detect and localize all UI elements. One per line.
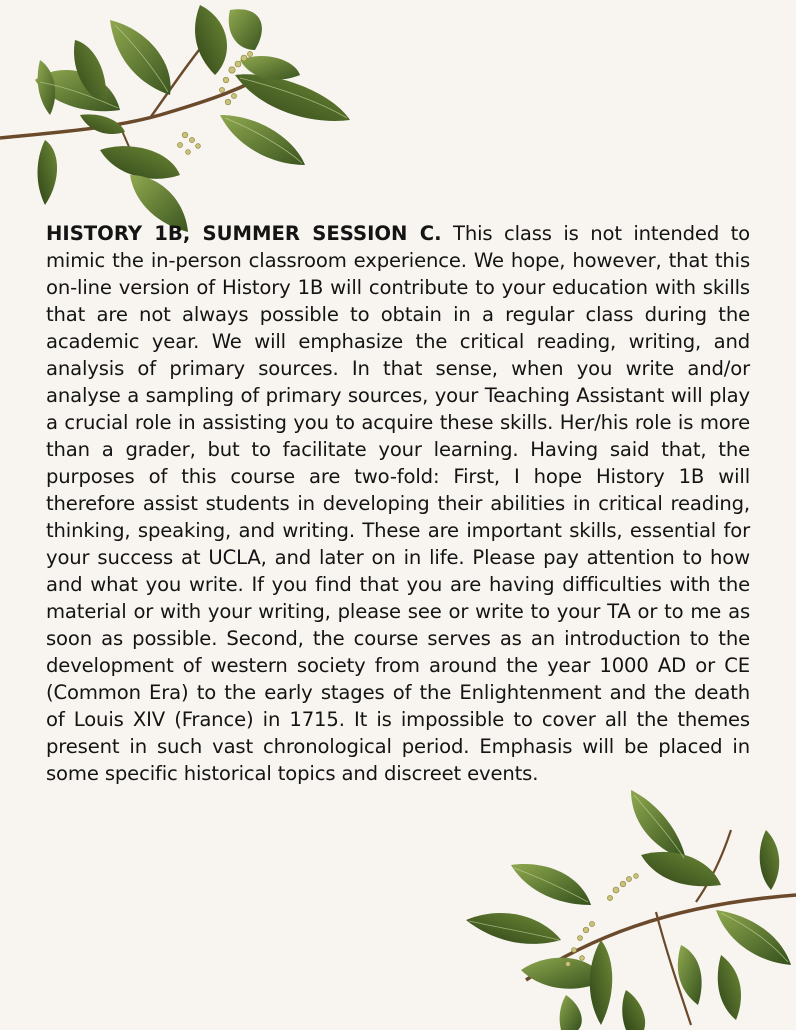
course-description-text: This class is not intended to mimic the in-person classroom experience. We hope, however, that this on-line version of History 1B will contribute to your education with skills that are not always possible to obtain in a regular class during the academic year. We will emphasize the critical reading, writing, and analysis of primary sources. In that sense, when you write and/or analyse a sampling of primary sources, your Teaching Assistant will play a crucial role in assisting you to acquire these skills. Her/his role is more than a grader, but to facilitate your learning. Having said that, the purposes of this course are two-fold: First, I hope History 1B will therefore assist students in developing their abilities in critical reading, thinking, speaking, and writing. These are important skills, essential for your success at UCLA, and later on in life. Please pay attention to how and what you write. If you find that you are having difficulties with the material or with your writing, please see or write to your TA or to me as soon as possible. Second, the course serves as an introduction to the development of western society from around the year 1000 AD or CE (Common Era) to the early stages of the Enlightenment and the death of Louis XIV (France) in 1715. It is impossible to cover all the themes present in such vast chronological period. Emphasis will be placed in some specific historical topics and discreet events. bbox=[46, 222, 750, 785]
course-description-paragraph bbox=[46, 220, 750, 787]
leafy-branch-icon bbox=[0, 0, 360, 235]
leafy-branch-icon bbox=[466, 790, 796, 1030]
course-heading: HISTORY 1B, SUMMER SESSION C. bbox=[46, 222, 442, 245]
